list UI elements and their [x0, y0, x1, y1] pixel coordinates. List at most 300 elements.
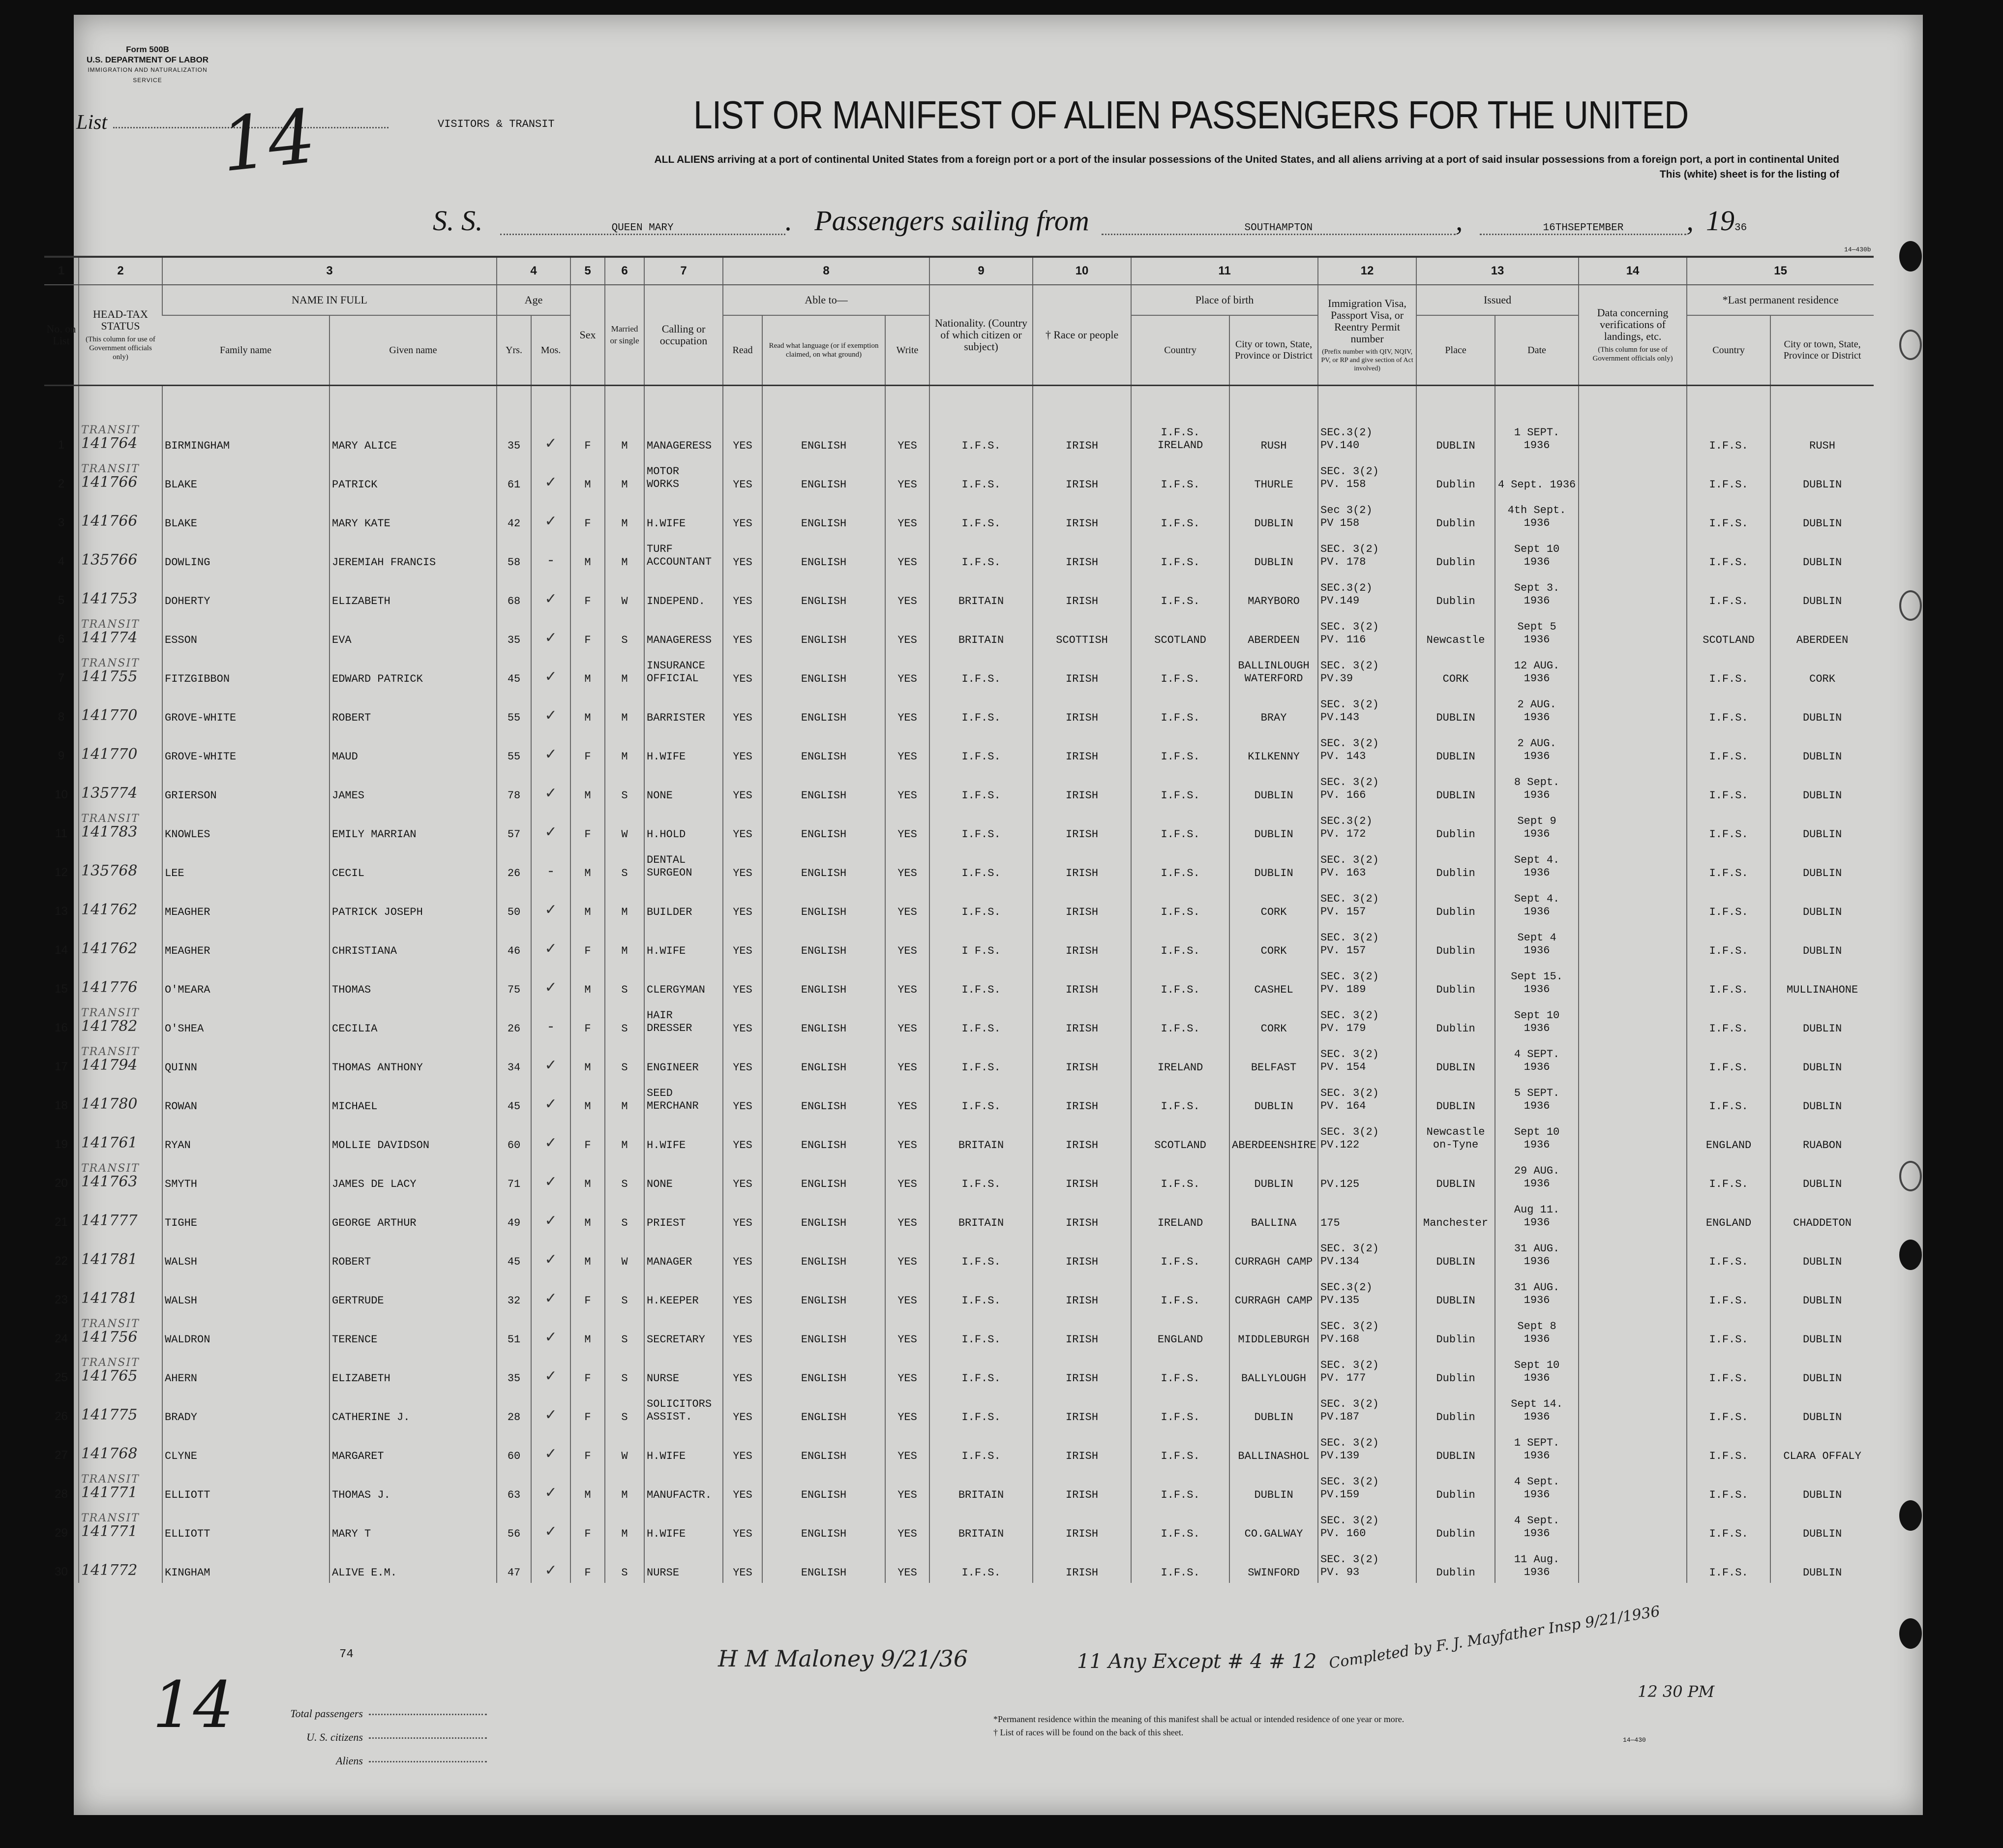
birth-city-cell [1229, 1039, 1318, 1078]
nationality-cell [929, 1000, 1033, 1039]
row-number-cell [44, 845, 79, 883]
residence-city-cell [1770, 728, 1874, 767]
can-read: YES [733, 478, 752, 491]
age-years-cell [497, 1000, 531, 1039]
birth-country: I.F.S. [1161, 1022, 1200, 1035]
issued-date-cell [1495, 1350, 1579, 1389]
row-number-cell [44, 1117, 79, 1155]
occupation-cell [644, 1544, 723, 1583]
visa-number: 175 [1320, 1216, 1340, 1229]
birth-country: I.F.S. [1161, 1566, 1200, 1579]
can-write: YES [897, 1294, 917, 1307]
birth-city-cell [1229, 845, 1318, 883]
passenger-row [44, 650, 1874, 689]
read-language-cell [762, 417, 885, 456]
issued-date: 1936 [1524, 1177, 1550, 1190]
issued-place: Dublin [1436, 828, 1475, 841]
issued-date-cell [1495, 922, 1579, 961]
birth-country-cell [1131, 1389, 1229, 1427]
given-name-cell [329, 1000, 497, 1039]
residence-country-cell [1687, 1350, 1770, 1389]
birth-country: I.F.S. [1161, 789, 1200, 802]
birth-country-cell [1131, 1233, 1229, 1272]
birth-city-cell [1229, 1427, 1318, 1466]
read-language: ENGLISH [801, 711, 847, 724]
residence-country-cell [1687, 1117, 1770, 1155]
age-months-check: ✓ [544, 512, 557, 530]
can-write: YES [897, 1488, 917, 1501]
residence-city: DUBLIN [1802, 1022, 1842, 1035]
can-write: YES [897, 517, 917, 530]
birth-country: I.F.S. [1161, 1178, 1200, 1190]
residence-city: CLARA OFFALY [1783, 1450, 1861, 1462]
visa-number-cell [1318, 573, 1416, 611]
family-name-cell [162, 1389, 329, 1427]
family-name: DOWLING [165, 556, 210, 569]
given-name: ROBERT [332, 711, 371, 724]
age-months-check-cell [531, 689, 570, 728]
age-years: 35 [507, 439, 521, 452]
occupation-cell [644, 1466, 723, 1505]
race: IRISH [1066, 478, 1099, 491]
head-tax-note: (This column for use of Government officials only) [86, 335, 155, 361]
col-family-name: Family name [162, 315, 329, 386]
punch-hole [1899, 330, 1922, 360]
row-number: 20 [55, 1176, 68, 1190]
can-read-cell [723, 1233, 762, 1272]
head-tax-status: 141770 [81, 745, 138, 763]
birth-city: MARYBORO [1248, 595, 1300, 607]
visa-number-upper: SEC.3(2) [1320, 815, 1373, 827]
head-tax-status-cell [79, 1350, 162, 1389]
family-name: MEAGHER [165, 906, 210, 918]
transit-stamp: TRANSIT [81, 1162, 140, 1175]
residence-country: I.F.S. [1709, 906, 1748, 918]
can-read-cell [723, 573, 762, 611]
issued-date-cell [1495, 806, 1579, 845]
birth-country: I.F.S. [1161, 556, 1200, 569]
col-yrs: Yrs. [497, 315, 531, 386]
issued-place-cell [1416, 922, 1495, 961]
residence-country: I.F.S. [1709, 1100, 1748, 1113]
family-name-cell [162, 573, 329, 611]
nationality-cell [929, 1039, 1033, 1078]
visa-number-cell [1318, 495, 1416, 534]
can-write: YES [897, 1061, 917, 1074]
age-months-check: ✓ [544, 629, 557, 646]
departure-date: 16THSEPTEMBER [1480, 222, 1686, 235]
family-name: RYAN [165, 1139, 191, 1151]
issued-date-upper: 5 SEPT. [1514, 1087, 1560, 1099]
nationality: I.F.S. [961, 1022, 1001, 1035]
given-name: EMILY MARRIAN [332, 828, 417, 841]
birth-city-cell [1229, 1389, 1318, 1427]
family-name: KINGHAM [165, 1566, 210, 1579]
occupation: MANAGER [647, 1255, 692, 1268]
sailing-line: S. S. QUEEN MARY . Passengers sailing from SOUTHAMPTON , 16THSEPTEMBER , 1936 [433, 205, 1747, 237]
given-name: PATRICK JOSEPH [332, 906, 423, 918]
residence-city: DUBLIN [1802, 750, 1842, 763]
marital-status-cell [605, 689, 644, 728]
age-years-cell [497, 1078, 531, 1117]
age-years-cell [497, 417, 531, 456]
sex-cell [570, 495, 605, 534]
can-read: YES [733, 439, 752, 452]
visa-number-upper: SEC. 3(2) [1320, 659, 1379, 672]
residence-city-cell [1770, 922, 1874, 961]
subtitle-line-2: This (white) sheet is for the listing of [1659, 169, 1839, 180]
occupation: PRIEST [647, 1216, 686, 1229]
birth-city-cell [1229, 573, 1318, 611]
issued-place: Newcastle [1426, 634, 1485, 646]
head-tax-status: 141783 [81, 823, 138, 841]
occupation-cell [644, 495, 723, 534]
visa-note: (Prefix number with QIV, NQIV, PV, or RP and give section of Act involved) [1321, 348, 1413, 372]
sex: M [584, 1255, 591, 1268]
sex: M [584, 789, 591, 802]
occupation-cell [644, 650, 723, 689]
age-years-cell [497, 1389, 531, 1427]
visa-number: PV. 157 [1320, 905, 1366, 918]
occupation-cell [644, 1117, 723, 1155]
verification-cell-cell [1579, 689, 1687, 728]
visa-number-upper: SEC. 3(2) [1320, 543, 1379, 555]
verification-cell-cell [1579, 1078, 1687, 1117]
birth-city-cell [1229, 1272, 1318, 1311]
age-months-check-cell [531, 767, 570, 806]
birth-country-cell [1131, 922, 1229, 961]
birth-city: CURRAGH CAMP [1234, 1255, 1313, 1268]
manifest-table-wrap [44, 256, 1861, 1583]
residence-city: DUBLIN [1802, 1100, 1842, 1113]
issued-place: Dublin [1436, 867, 1475, 879]
issued-place: Dublin [1436, 906, 1475, 918]
row-number: 13 [55, 904, 68, 918]
nationality-cell [929, 650, 1033, 689]
given-name: MARY KATE [332, 517, 390, 530]
marital-status: W [621, 1255, 628, 1268]
visa-number: PV.187 [1320, 1410, 1360, 1423]
visa-number-upper: SEC.3(2) [1320, 1281, 1373, 1294]
race: IRISH [1066, 1411, 1099, 1424]
read-language: ENGLISH [801, 1488, 847, 1501]
residence-city-cell [1770, 1544, 1874, 1583]
birth-country-cell [1131, 1505, 1229, 1544]
marital-status-cell [605, 1427, 644, 1466]
issued-date: 1936 [1524, 1022, 1550, 1034]
residence-country-cell [1687, 417, 1770, 456]
birth-country: I.F.S. [1161, 1527, 1200, 1540]
transit-stamp: TRANSIT [81, 1317, 140, 1330]
passenger-row [44, 573, 1874, 611]
head-tax-status-cell [79, 1311, 162, 1350]
age-months-check: ✓ [544, 1134, 557, 1151]
col-able-to: Able to— [723, 285, 929, 315]
race-cell [1033, 1544, 1131, 1583]
nationality: I.F.S. [961, 789, 1001, 802]
head-tax-status: 141772 [81, 1561, 138, 1579]
given-name: EVA [332, 634, 352, 646]
can-write-cell [885, 1427, 929, 1466]
marital-status-cell [605, 961, 644, 1000]
col-age: Age [497, 285, 570, 315]
issued-date-upper: 2 AUG. [1517, 737, 1556, 750]
row-number: 28 [55, 1487, 68, 1501]
residence-city: DUBLIN [1802, 906, 1842, 918]
passenger-row [44, 1000, 1874, 1039]
residence-country-cell [1687, 767, 1770, 806]
verification-cell-cell [1579, 650, 1687, 689]
given-name-cell [329, 650, 497, 689]
issued-place: DUBLIN [1436, 1450, 1475, 1462]
visa-number: PV.122 [1320, 1138, 1360, 1151]
row-number-cell [44, 1078, 79, 1117]
row-number: 23 [55, 1293, 68, 1306]
birth-country-cell [1131, 961, 1229, 1000]
residence-country: I.F.S. [1709, 439, 1748, 452]
read-language-cell [762, 1311, 885, 1350]
column-number: 6 [605, 257, 644, 285]
sex-cell [570, 883, 605, 922]
sex: F [584, 1527, 591, 1540]
issued-date-upper: Sept 15. [1511, 970, 1563, 983]
issued-date-upper: Sept 8 [1517, 1320, 1556, 1333]
marital-status-cell [605, 845, 644, 883]
sex-cell [570, 845, 605, 883]
visa-number-cell [1318, 1505, 1416, 1544]
can-write: YES [897, 867, 917, 879]
birth-city-cell [1229, 728, 1318, 767]
read-language: ENGLISH [801, 478, 847, 491]
visa-number-cell [1318, 417, 1416, 456]
residence-city: MULLINAHONE [1786, 983, 1858, 996]
punch-hole [1899, 1161, 1922, 1191]
issued-place: Dublin [1436, 595, 1475, 607]
row-number-cell [44, 961, 79, 1000]
birth-country-cell [1131, 534, 1229, 573]
race-cell [1033, 495, 1131, 534]
exception-note: 11 Any Except # 4 # 12 [1077, 1650, 1317, 1673]
read-language-cell [762, 1039, 885, 1078]
can-read-cell [723, 611, 762, 650]
punch-hole [1899, 590, 1922, 621]
residence-country: I.F.S. [1709, 517, 1748, 530]
issued-date-upper: 4 SEPT. [1514, 1048, 1560, 1060]
head-tax-status: 141794 [81, 1056, 138, 1074]
family-name-cell [162, 1272, 329, 1311]
family-name: CLYNE [165, 1450, 198, 1462]
head-tax-status-cell [79, 495, 162, 534]
can-read: YES [733, 595, 752, 607]
marital-status: W [621, 828, 628, 841]
birth-country-cell [1131, 650, 1229, 689]
ship-name: QUEEN MARY [500, 222, 785, 235]
age-months-check: ✓ [544, 667, 557, 685]
age-months-check-cell [531, 611, 570, 650]
issued-place: DUBLIN [1436, 439, 1475, 452]
can-read-cell [723, 1078, 762, 1117]
given-name: PATRICK [332, 478, 378, 491]
issued-place: Dublin [1436, 983, 1475, 996]
issued-place-cell [1416, 1544, 1495, 1583]
residence-city: DUBLIN [1802, 1372, 1842, 1385]
column-number: 5 [570, 257, 605, 285]
race-cell [1033, 611, 1131, 650]
nationality: I.F.S. [961, 1566, 1001, 1579]
head-tax-status-cell [79, 1272, 162, 1311]
age-months-check: ✓ [544, 1250, 557, 1268]
transit-stamp: TRANSIT [81, 462, 140, 475]
residence-city-cell [1770, 456, 1874, 495]
issued-date-cell [1495, 1117, 1579, 1155]
occupation-cell [644, 417, 723, 456]
birth-city: BELFAST [1251, 1061, 1297, 1074]
birth-country: I.F.S. [1161, 1255, 1200, 1268]
occupation-cell [644, 806, 723, 845]
residence-country: I.F.S. [1709, 556, 1748, 569]
issued-date: 1936 [1524, 1255, 1550, 1268]
col-given-name: Given name [329, 315, 497, 386]
birth-country-cell [1131, 1350, 1229, 1389]
age-years-cell [497, 534, 531, 573]
sex: F [584, 634, 591, 646]
given-name: ALIVE E.M. [332, 1566, 397, 1579]
given-name: MICHAEL [332, 1100, 378, 1113]
issued-date-upper: 4 Sept. [1514, 1514, 1560, 1527]
age-years: 45 [507, 1100, 521, 1113]
passenger-row [44, 1311, 1874, 1350]
can-write-cell [885, 611, 929, 650]
given-name-cell [329, 1544, 497, 1583]
marital-status: M [621, 750, 628, 763]
race: IRISH [1066, 1294, 1099, 1307]
nationality: I.F.S. [961, 711, 1001, 724]
col-visa [1318, 285, 1416, 386]
read-language: ENGLISH [801, 595, 847, 607]
passenger-row [44, 417, 1874, 456]
residence-country-cell [1687, 650, 1770, 689]
birth-country: IRELAND [1157, 1061, 1203, 1074]
can-write: YES [897, 1333, 917, 1346]
can-read: YES [733, 1061, 752, 1074]
marital-status-cell [605, 1350, 644, 1389]
occupation: DRESSER [647, 1022, 692, 1034]
sex-cell [570, 1194, 605, 1233]
family-name: ELLIOTT [165, 1527, 210, 1540]
birth-country: I.F.S. [1161, 517, 1200, 530]
passenger-row [44, 534, 1874, 573]
visa-number-cell [1318, 1000, 1416, 1039]
head-tax-status: 141774 [81, 629, 138, 646]
family-name-cell [162, 495, 329, 534]
race: IRISH [1066, 789, 1099, 802]
issued-place: DUBLIN [1436, 789, 1475, 802]
read-language-cell [762, 1078, 885, 1117]
issued-place: Dublin [1436, 556, 1475, 569]
read-language-cell [762, 1350, 885, 1389]
race-cell [1033, 1155, 1131, 1194]
visa-number: PV.168 [1320, 1333, 1360, 1345]
birth-city-cell [1229, 495, 1318, 534]
row-number: 11 [55, 826, 67, 840]
punch-hole [1899, 1500, 1922, 1531]
birth-country-cell [1131, 1117, 1229, 1155]
family-name: GROVE-WHITE [165, 750, 237, 763]
race-cell [1033, 1350, 1131, 1389]
birth-country: I.F.S. [1161, 867, 1200, 879]
given-name: ELIZABETH [332, 1372, 390, 1385]
age-months-check-cell [531, 806, 570, 845]
read-language: ENGLISH [801, 1294, 847, 1307]
visa-number-cell [1318, 1194, 1416, 1233]
read-language-cell [762, 456, 885, 495]
can-write-cell [885, 573, 929, 611]
passenger-row [44, 1194, 1874, 1233]
visitors-transit-label: VISITORS & TRANSIT [438, 118, 555, 130]
race-cell [1033, 1194, 1131, 1233]
issued-date-cell [1495, 495, 1579, 534]
row-number-cell [44, 611, 79, 650]
can-write: YES [897, 556, 917, 569]
race-cell [1033, 1078, 1131, 1117]
can-write-cell [885, 1272, 929, 1311]
visa-number-cell [1318, 650, 1416, 689]
birth-country: I.F.S. [1161, 1488, 1200, 1501]
race: IRISH [1066, 1139, 1099, 1151]
marital-status-cell [605, 495, 644, 534]
sex-cell [570, 1311, 605, 1350]
passenger-row [44, 456, 1874, 495]
can-write-cell [885, 1194, 929, 1233]
visa-number: PV. 116 [1320, 633, 1366, 646]
can-write-cell [885, 1505, 929, 1544]
family-name: KNOWLES [165, 828, 210, 841]
birth-country: I.F.S. [1161, 944, 1200, 957]
issued-date-upper: Sept 3. [1514, 581, 1560, 594]
nationality-cell [929, 806, 1033, 845]
head-tax-status-cell [79, 806, 162, 845]
can-read: YES [733, 1255, 752, 1268]
head-tax-status-cell [79, 845, 162, 883]
verification-cell-cell [1579, 883, 1687, 922]
age-months-check-cell [531, 883, 570, 922]
occupation-cell [644, 845, 723, 883]
can-read-cell [723, 1466, 762, 1505]
can-write-cell [885, 806, 929, 845]
visa-number-upper: SEC. 3(2) [1320, 698, 1379, 711]
occupation-cell [644, 1272, 723, 1311]
punch-hole [1899, 1240, 1922, 1270]
race-cell [1033, 1427, 1131, 1466]
age-years: 34 [507, 1061, 521, 1074]
residence-city: CORK [1809, 672, 1835, 685]
race: IRISH [1066, 1022, 1099, 1035]
visa-number-cell [1318, 1389, 1416, 1427]
marital-status: S [621, 1216, 628, 1229]
read-language-cell [762, 534, 885, 573]
residence-country: ENGLAND [1705, 1139, 1752, 1151]
residence-city-cell [1770, 961, 1874, 1000]
can-write-cell [885, 1039, 929, 1078]
visa-number: PV.125 [1320, 1178, 1360, 1190]
issued-place: Dublin [1436, 517, 1475, 530]
age-months-check-cell [531, 650, 570, 689]
birth-city-cell [1229, 1155, 1318, 1194]
issued-place: DUBLIN [1436, 1178, 1475, 1190]
marital-status: W [621, 595, 628, 607]
row-number: 1 [58, 438, 65, 452]
race-cell [1033, 922, 1131, 961]
